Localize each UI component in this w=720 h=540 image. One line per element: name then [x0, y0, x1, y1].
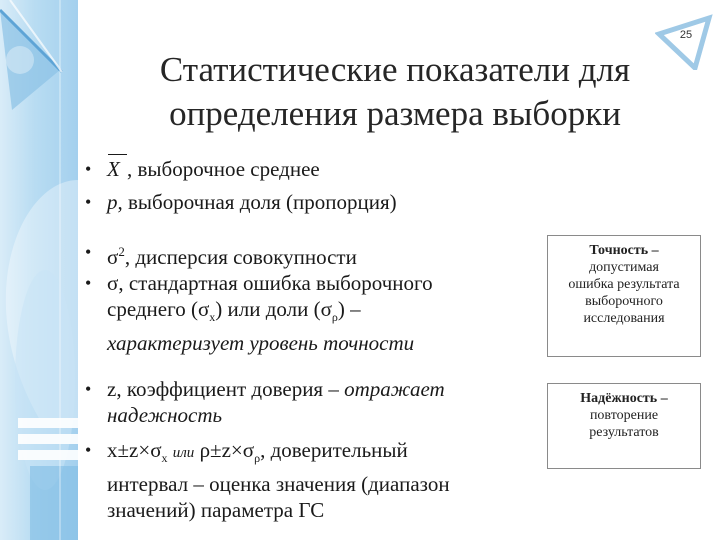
reliability-note-box: Надёжность – повторение результатов	[547, 383, 701, 469]
slide-title	[100, 48, 690, 136]
bullet-dot: •	[85, 273, 92, 293]
x-bar-symbol: X	[107, 156, 127, 182]
title-line-2: определения размера выборки	[169, 94, 621, 133]
bullet-dot: •	[85, 379, 92, 399]
accuracy-note-title: Точность –	[589, 243, 659, 258]
bullet-dot: •	[85, 242, 92, 262]
bullet-dot: •	[85, 192, 92, 212]
bullet-dot: •	[85, 159, 92, 179]
decorative-geometry-icon	[0, 0, 78, 540]
p-symbol: p	[107, 190, 118, 214]
decorative-left-band	[0, 0, 78, 540]
bullet-dot: •	[85, 440, 92, 460]
accuracy-note-box: Точность – допустимая ошибка результата выборочного исследования	[547, 235, 701, 357]
slide-number: 25	[679, 29, 693, 41]
reliability-note-title: Надёжность –	[580, 391, 668, 406]
title-line-1: Статистические показатели для	[159, 50, 631, 89]
